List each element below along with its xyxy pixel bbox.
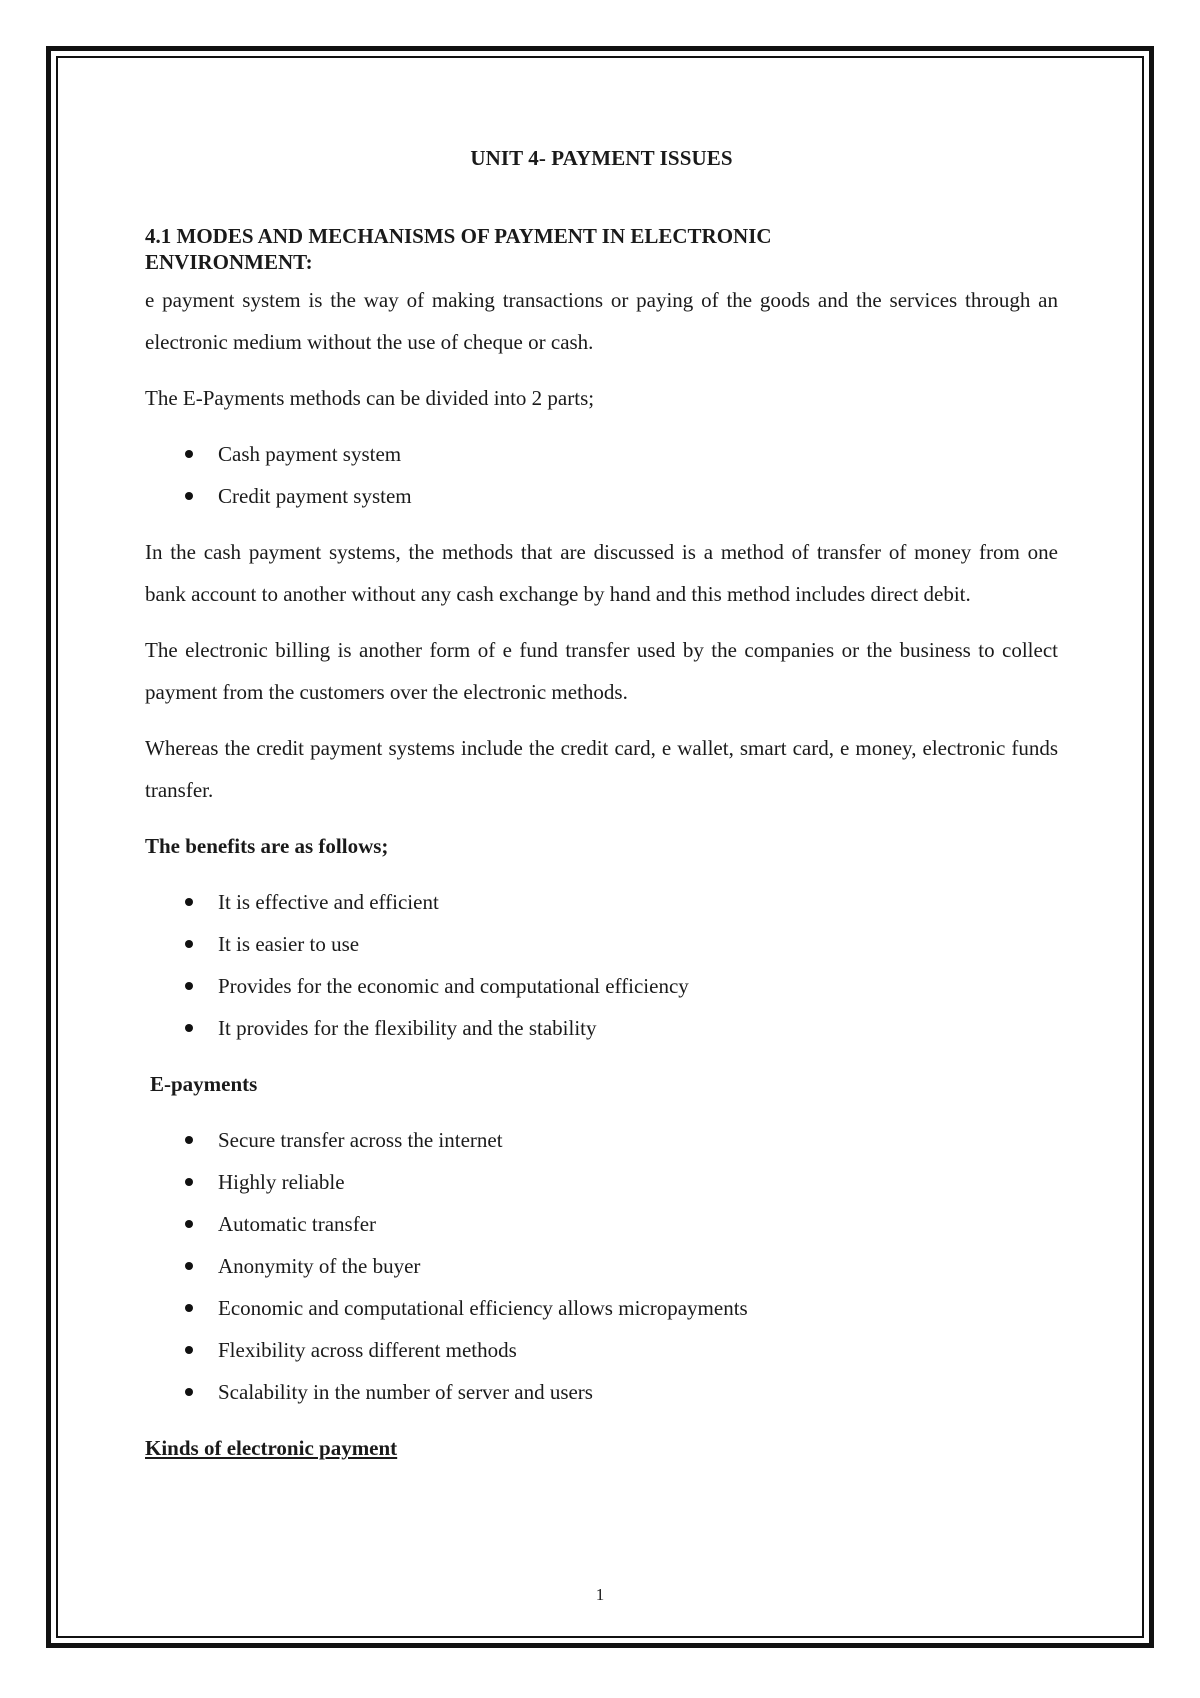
list-item: Economic and computational efficiency allows micropayments: [145, 1287, 1058, 1329]
list-item: It is easier to use: [145, 923, 1058, 965]
list-item: Credit payment system: [145, 475, 1058, 517]
list-item: Provides for the economic and computational efficiency: [145, 965, 1058, 1007]
bullet-icon: [185, 1346, 193, 1354]
list-item: Automatic transfer: [145, 1203, 1058, 1245]
list-item: Flexibility across different methods: [145, 1329, 1058, 1371]
list-item: Secure transfer across the internet: [145, 1119, 1058, 1161]
page-title: UNIT 4- PAYMENT ISSUES: [470, 146, 733, 170]
document-body: [145, 140, 1058, 1469]
bullet-icon: [185, 1388, 193, 1396]
benefits-list: [145, 881, 1058, 1049]
paragraph-credit: Whereas the credit payment systems include the credit card, e wallet, smart card, e money, electronic funds transfer.: [145, 736, 1058, 802]
bullet-icon: [185, 898, 193, 906]
bullet-icon: [185, 492, 193, 500]
list-item: Cash payment system: [145, 433, 1058, 475]
epayments-heading: E-payments: [150, 1072, 258, 1096]
bullet-icon: [185, 1024, 193, 1032]
bullet-icon: [185, 1136, 193, 1144]
bullet-icon: [185, 450, 193, 458]
kinds-heading: Kinds of electronic payment: [145, 1436, 398, 1460]
page-number: 1: [595, 1585, 605, 1604]
bullet-icon: [185, 1178, 193, 1186]
bullet-icon: [185, 982, 193, 990]
epayments-list: [145, 1119, 1058, 1413]
paragraph-cash: In the cash payment systems, the methods that are discussed is a method of transfer of money from one bank account to another without any cash exchange by hand and this method includes direct debit.: [145, 540, 1058, 606]
bullet-icon: [185, 940, 193, 948]
benefits-heading: The benefits are as follows;: [145, 834, 389, 858]
bullet-icon: [185, 1262, 193, 1270]
bullet-icon: [185, 1304, 193, 1312]
list-item: Highly reliable: [145, 1161, 1058, 1203]
list-item: It provides for the flexibility and the stability: [145, 1007, 1058, 1049]
paragraph-billing: The electronic billing is another form of e fund transfer used by the companies or the business to collect payment from the customers over the electronic methods.: [145, 638, 1058, 704]
payment-parts-list: [145, 433, 1058, 517]
list-item: Anonymity of the buyer: [145, 1245, 1058, 1287]
section-heading: 4.1 MODES AND MECHANISMS OF PAYMENT IN ELECTRONIC ENVIRONMENT:: [145, 224, 772, 274]
paragraph-intro: e payment system is the way of making transactions or paying of the goods and the services through an electronic medium without the use of cheque or cash.: [145, 288, 1058, 354]
bullet-icon: [185, 1220, 193, 1228]
paragraph-methods: The E-Payments methods can be divided into 2 parts;: [145, 386, 595, 410]
list-item: Scalability in the number of server and users: [145, 1371, 1058, 1413]
list-item: It is effective and efficient: [145, 881, 1058, 923]
